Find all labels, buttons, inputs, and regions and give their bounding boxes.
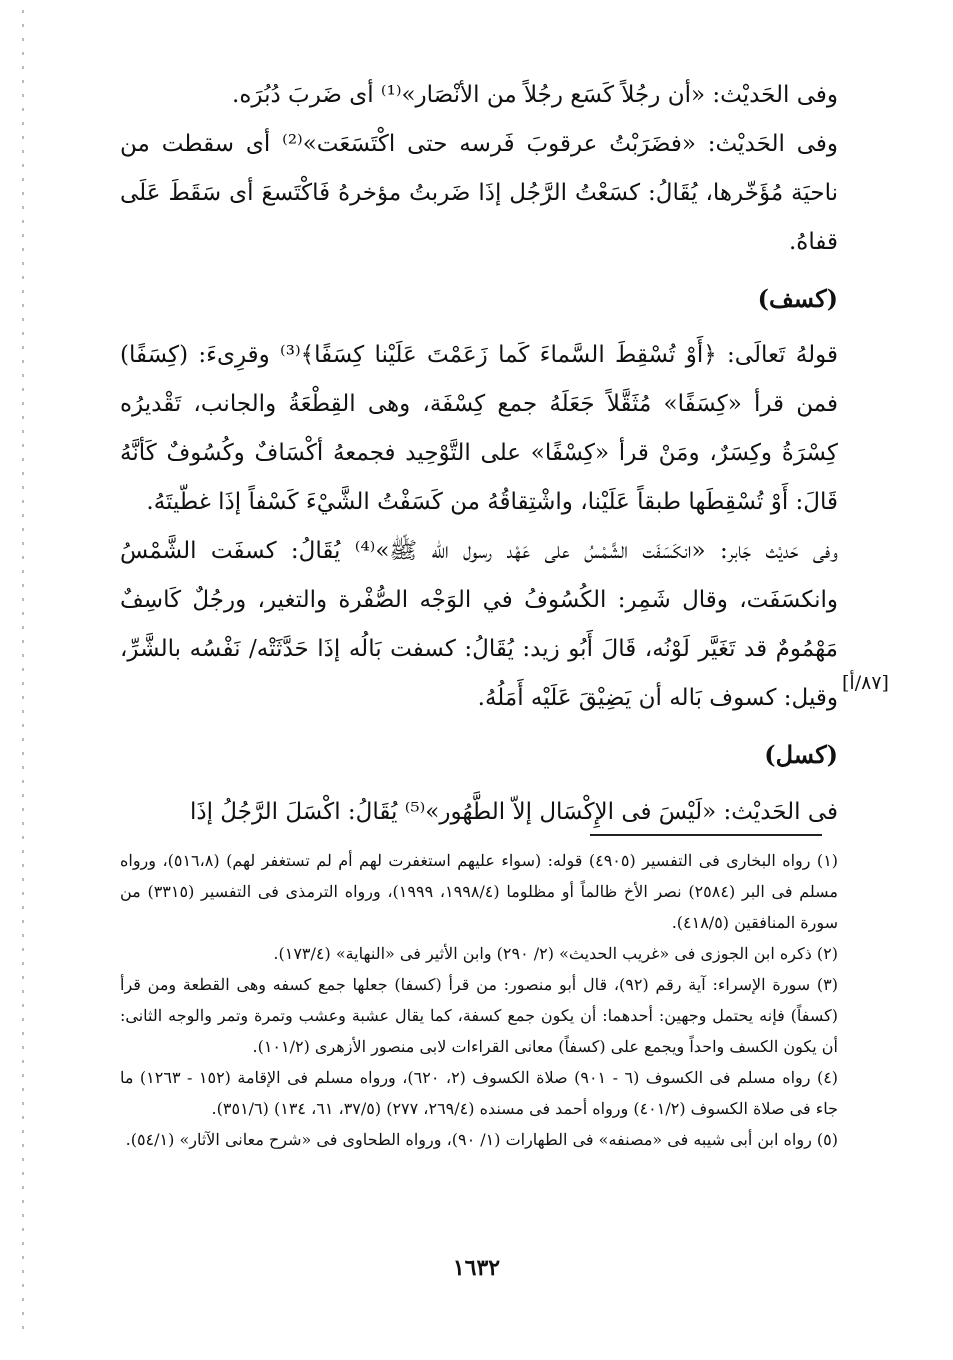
- manuscript-folio-reference: [٨٧/أ]: [842, 672, 889, 694]
- page-number: ١٦٣٢: [452, 1255, 501, 1281]
- kasal-line-1: فى الحَديْث: «لَيْسَ فى الإِكْسَال إلاّ الطَّهُور»⁽⁵⁾ يُقَالُ: اكْسَلَ الرَّجُلُ إذَا: [189, 799, 838, 825]
- footnote-separator: [590, 834, 822, 836]
- footnote-1: (١) رواه البخارى فى التفسير (٤٩٠٥) قوله: (سواء عليهم استغفرت لهم أم لم تستغفر لهم) (٥١٦،٨)، ورواه مسلم فى البر (٢٥٨٤) نصر الأخ ظالماً أو مظلوما (١٩٩٨/٤، ١٩٩٩)، ورواه الترمذى فى التفسير (٣٣١٥) من سورة المنافقين (٤١٨/٥).: [120, 851, 839, 932]
- footnote-2: (٢) ذكره ابن الجوزى فى «غريب الحديث» (٢/ ٢٩٠) وابن الأثير فى «النهاية» (١٧٣/٤).: [273, 944, 838, 963]
- scan-edge-marks: [22, 10, 24, 1340]
- footnote-4: (٤) رواه مسلم فى الكسوف (٦ - ٩٠١) صلاة الكسوف (٢، ٦٢٠)، ورواه مسلم فى الإقامة (١٥٢ - ١٢٦٣) ما جاء فى صلاة الكسوف (٤٠١/٢) ورواه أحمد فى مسنده (٢٦٩/٤، ٢٧٧) (٣٧/٥، ٦١، ١٣٤) (٣٥١/٦).: [120, 1068, 839, 1118]
- section-heading-kasf: (كسف): [757, 284, 838, 313]
- footnotes: [120, 845, 838, 1155]
- section-heading-kasal: (كسل): [764, 740, 838, 769]
- kasf-paragraph-1: قولهُ تَعالَى: ﴿أَوْ تُسْقِطَ السَّماءَ كَما زَعَمْتَ عَلَيْنا كِسَفًا﴾⁽³⁾ وقرِىءَ: (كِسَفًا) فمن قرأ «كِسَفًا» مُثَقَّلاً جَعَلَهُ جمع كِسْفَة، وهى القِطْعَةُ والجانب، تَقْديرُه كِسْرَةُ وكِسَرٌ، ومَنْ قرأ «كِسْفًا» على التَّوْحِيد فجمعهُ أكْسَافٌ وكُسُوفٌ كَأنَّهُ قَالَ: أَوْ تُسْقِطَها طبقاً عَلَيْنا، واشْتِقاقُهُ من كَسَفْتُ الشَّيْءَ كَسْفاً إذَا غطّيتَهُ.: [120, 342, 839, 515]
- main-text: [120, 70, 838, 837]
- kasa-line-1: وفى الحَديْث: «أن رجُلاً كَسَع رجُلاً من الأنْصَار»⁽¹⁾ أى ضَربَ دُبُرَه.: [232, 82, 838, 108]
- kasf-paragraph-2: وفى حَديْث جَابر: «انكَسَفَت الشَّمْسُ على عَهْد رسول الله ﷺ»⁽⁴⁾ يُقَالُ: كسفَت الشَّمْسُ وانكسَفَت، وقال شَمِر: الكُسُوفُ في الوَجْه الصُّفْرة والتغير، ورجُلٌ كَاسِفٌ مَهْمُومٌ قد تَغَيَّر لَوْنُه، قَالَ أَبُو زيد: يُقَالُ: كسفت بَالُه إذَا حَدَّثَتْه/ نَفْسُه بالشَّرِّ، وقيل: كسوف بَاله أن يَضِيْقَ عَلَيْه أَمَلُهُ.: [120, 538, 838, 711]
- footnote-5: (٥) رواه ابن أبى شيبه فى «مصنفه» فى الطهارات (١/ ٩٠)، ورواه الطحاوى فى «شرح معانى الآثار» (٥٤/١).: [125, 1130, 838, 1149]
- footnote-3: (٣) سورة الإسراء: آية رقم (٩٢)، قال أبو منصور: من قرأ (كسفا) جعلها جمع كسفه وهى القطعة ومن قرأ (كسفاً) فإنه يحتمل وجهين: أحدهما: أن يكون جمع كسفة، كما يقال عشبة وعشب وتمرة وتمر والوجه الثانى: أن يكون الكسف واحداً ويجمع على (كسفاً) معانى القراءات لابى منصور الأزهرى (١٠١/٢).: [120, 975, 839, 1056]
- kasa-paragraph-2: وفى الحَديْث: «فضَرَبْتُ عرقوبَ فَرسه حتى اكْتَسَعَت»⁽²⁾ أى سقطت من ناحيَة مُؤَخّرها، يُقَالُ: كسَعْتُ الرَّجُل إذَا ضَربتُ مؤخرهُ فَاكْتَسعَ أى سَقَطَ عَلَى قفاهُ.: [120, 131, 838, 255]
